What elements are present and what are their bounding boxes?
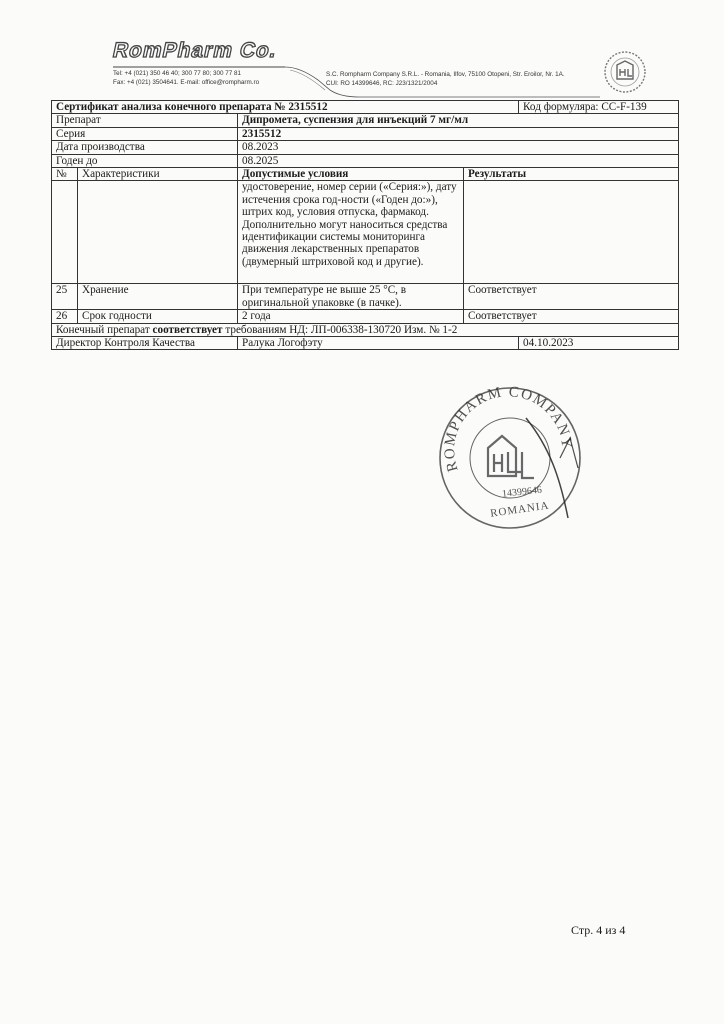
conclusion-text xyxy=(52,323,679,336)
title-row xyxy=(52,101,679,114)
item-result: Соответствует xyxy=(464,284,679,310)
series-row xyxy=(52,127,679,140)
signature-date: 04.10.2023 xyxy=(519,337,679,350)
company-registration-line: CUI: RO 14399646, RC: J23/1321/2004 xyxy=(326,79,438,87)
contact-info xyxy=(113,70,259,87)
stamp-ring-text: ROMPHARM COMPANY xyxy=(442,384,575,474)
expiry-value: 08.2025 xyxy=(238,154,679,167)
company-address-line: S.C. Rompharm Company S.R.L. - Romania, Ilfov, 75100 Otopeni, Str. Eroilor, Nr. 1A. xyxy=(326,71,565,78)
company-stamp-icon xyxy=(430,378,590,538)
phone-line: Tel: +4 (021) 350 46 40; 300 77 80; 300 77 81 xyxy=(113,70,241,77)
conclusion-row xyxy=(52,323,679,336)
item-name: Хранение xyxy=(78,284,238,310)
corner-seal-icon xyxy=(603,50,647,94)
conclusion-suffix: требованиям НД: ЛП-006338-130720 Изм. № 1-2 xyxy=(222,323,458,336)
stamp-code: 14399646 xyxy=(501,484,543,500)
page-number: Стр. 4 из 4 xyxy=(571,923,626,937)
manufacture-date-row xyxy=(52,141,679,154)
stamp-country: ROMANIA xyxy=(489,499,551,520)
series-value: 2315512 xyxy=(238,127,679,140)
col-characteristics-header: Характеристики xyxy=(78,168,238,181)
item-limit: 2 года xyxy=(238,310,464,323)
col-num-header: № xyxy=(52,168,78,181)
certificate-table xyxy=(51,100,679,350)
product-row xyxy=(52,114,679,127)
form-code: Код формуляра: CC-F-139 xyxy=(519,101,679,114)
continuation-text: удостоверение, номер серии («Серия:»), дату истечения срока год-ности («Годен до:»), штрих код, условия отпуска, фармакод. Дополнительно могут наноситься средства идентификации системы мониторинга движения лекарственных препаратов (двумерный штриховой код и другие). xyxy=(238,181,464,284)
continuation-row xyxy=(52,181,679,284)
certificate-title: Сертификат анализа конечного препарата № 2315512 xyxy=(52,101,519,114)
product-value: Дипромета, суспензия для инъекций 7 мг/мл xyxy=(238,114,679,127)
signature-row xyxy=(52,337,679,350)
item-num: 25 xyxy=(52,284,78,310)
item-limit: При температуре не выше 25 °С, в оригинальной упаковке (в пачке). xyxy=(238,284,464,310)
manufacture-date-value: 08.2023 xyxy=(238,141,679,154)
item-num: 26 xyxy=(52,310,78,323)
col-limits-header: Допустимые условия xyxy=(238,168,464,181)
col-results-header: Результаты xyxy=(464,168,679,181)
series-label: Серия xyxy=(52,127,238,140)
table-row xyxy=(52,284,679,310)
expiry-row xyxy=(52,154,679,167)
continuation-characteristic xyxy=(78,181,238,284)
company-logo: RomPharm Co. xyxy=(110,39,280,62)
conclusion-prefix: Конечный препарат xyxy=(56,323,153,336)
signatory-name: Ралука Логофэту xyxy=(238,337,519,350)
conclusion-verdict: соответствует xyxy=(152,323,223,336)
expiry-label: Годен до xyxy=(52,154,238,167)
signatory-role: Директор Контроля Качества xyxy=(52,337,238,350)
company-address xyxy=(326,71,565,88)
column-header-row xyxy=(52,168,679,181)
item-name: Срок годности xyxy=(78,310,238,323)
continuation-result xyxy=(464,181,679,284)
fax-email-line: Fax: +4 (021) 3504641. E-mail: office@rompharm.ro xyxy=(113,78,260,86)
manufacture-date-label: Дата производства xyxy=(52,141,238,154)
item-result: Соответствует xyxy=(464,310,679,323)
product-label: Препарат xyxy=(52,114,238,127)
letterhead xyxy=(0,0,724,100)
continuation-num xyxy=(52,181,78,284)
table-row xyxy=(52,310,679,323)
